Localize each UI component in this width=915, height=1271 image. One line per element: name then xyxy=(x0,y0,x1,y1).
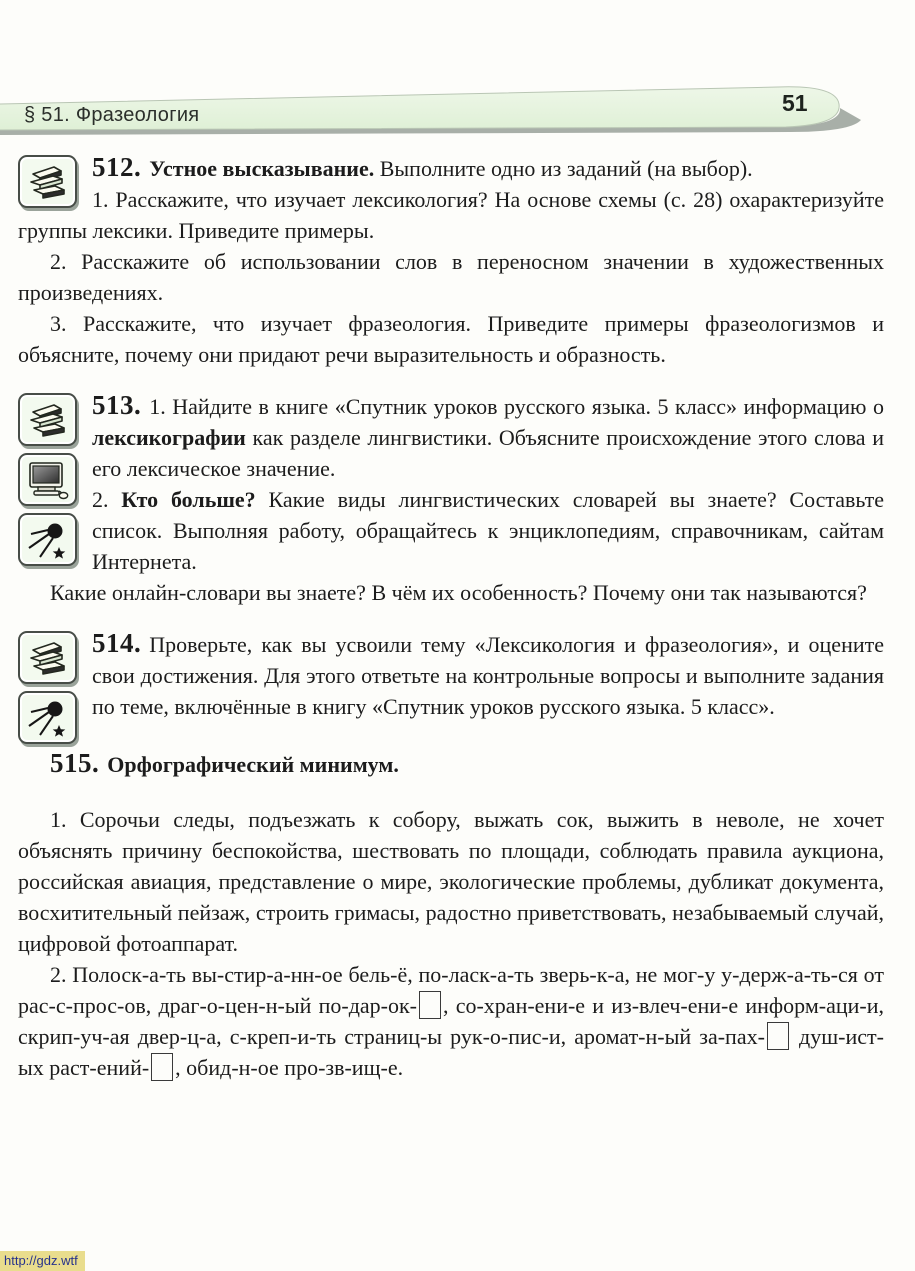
task-type-label: Орфографический минимум. xyxy=(107,752,399,777)
term-bold: лексикографии xyxy=(92,425,246,450)
computer-icon xyxy=(18,453,77,506)
exercise-513-item-2 xyxy=(18,484,884,577)
exercise-512-item-1: 1. Расскажите, что изучает лексикология? На основе схемы (с. 28) охарактеризуйте группы лексики. Приведите примеры. xyxy=(18,187,884,243)
books-icon xyxy=(18,155,77,208)
zero-ending-box xyxy=(151,1053,173,1081)
game-label: Кто больше? xyxy=(121,487,256,512)
exercise-512 xyxy=(18,152,884,370)
task-text: душ-ист-ых раст-ений- xyxy=(18,1024,884,1080)
page-content xyxy=(18,152,884,1103)
exercise-number: 514. xyxy=(92,628,142,658)
page-number: 51 xyxy=(782,90,808,116)
zero-ending-box xyxy=(419,991,441,1019)
books-icon xyxy=(18,393,77,446)
exercise-515-title xyxy=(18,748,884,780)
task-text: 2. Полоск-а-ть вы-стир-а-нн-ое бель-ё, по-ласк-а-ть зверь-к-а, не мог-у у-держ-а-ть-ся от рас-с-прос-ов, драг-о-цен-н-ый по-дар-ок- xyxy=(18,962,884,1018)
task-text: Проверьте, как вы усвоили тему «Лексикология и фразеология», и оцените свои достижения. Для этого ответьте на контрольные вопросы и выполните задания по теме, включённые в книгу «Спутник уроков русского языка. 5 класс». xyxy=(92,632,884,719)
section-title: § 51. Фразеология xyxy=(24,104,200,126)
exercise-515-item-2 xyxy=(18,959,884,1083)
task-text: как разделе лингвистики. Объясните происхождение этого слова и его лексическое значение. xyxy=(92,425,884,481)
exercise-512-icons xyxy=(18,152,92,208)
exercise-514-text xyxy=(18,628,884,722)
satellite-icon xyxy=(18,513,77,566)
exercise-513-icons xyxy=(18,390,92,566)
task-type-label: Устное высказывание. xyxy=(149,156,375,181)
exercise-number: 515. xyxy=(50,748,100,778)
task-text: , обид-н-ое про-зв-ищ-е. xyxy=(175,1055,404,1080)
exercise-512-item-2: 2. Расскажите об использовании слов в переносном значении в художественных произведениях. xyxy=(18,249,884,305)
watermark-link[interactable]: http://gdz.wtf xyxy=(0,1251,85,1271)
exercise-513-item-3: Какие онлайн-словари вы знаете? В чём их особенность? Почему они так называются? xyxy=(50,580,867,605)
exercise-number: 513. xyxy=(92,390,142,420)
exercise-512-intro xyxy=(18,152,884,184)
exercise-515 xyxy=(18,748,884,1083)
exercise-513-item-1 xyxy=(18,390,884,484)
satellite-icon xyxy=(18,691,77,744)
exercise-513 xyxy=(18,390,884,608)
task-text: 1. Найдите в книге «Спутник уроков русского языка. 5 класс» информацию о xyxy=(149,394,884,419)
task-intro-text: Выполните одно из заданий (на выбор). xyxy=(374,156,753,181)
zero-ending-box xyxy=(767,1022,789,1050)
exercise-number: 512. xyxy=(92,152,142,182)
task-text: 2. xyxy=(92,487,122,512)
task-text: , со-хран-ени-е и из-влеч-ени-е информ-аци-и, скрип-уч-ая двер-ц-а, с-креп-и-ть страниц-ы рук-о-пис-и, аромат-н-ый за-пах- xyxy=(18,993,884,1049)
exercise-514-icons xyxy=(18,628,92,744)
exercise-514 xyxy=(18,628,884,722)
task-text: Какие виды лингвистических словарей вы знаете? Составьте список. Выполняя работу, обращайтесь к энциклопедиям, справочникам, сайтам Интернета. xyxy=(92,487,885,574)
exercise-515-item-1: 1. Сорочьи следы, подъезжать к собору, выжать сок, выжить в неволе, не хочет объяснять причину беспокойства, шествовать по площади, соблюдать правила аукциона, российская авиация, представление о мире, экологические проблемы, дубликат документа, восхитительный пейзаж, строить гримасы, радостно приветствовать, незабываемый случай, цифровой фотоаппарат. xyxy=(18,807,884,956)
books-icon xyxy=(18,631,77,684)
exercise-512-item-3: 3. Расскажите, что изучает фразеология. Приведите примеры фразеологизмов и объясните, почему они придают речи выразительность и образность. xyxy=(18,311,884,367)
